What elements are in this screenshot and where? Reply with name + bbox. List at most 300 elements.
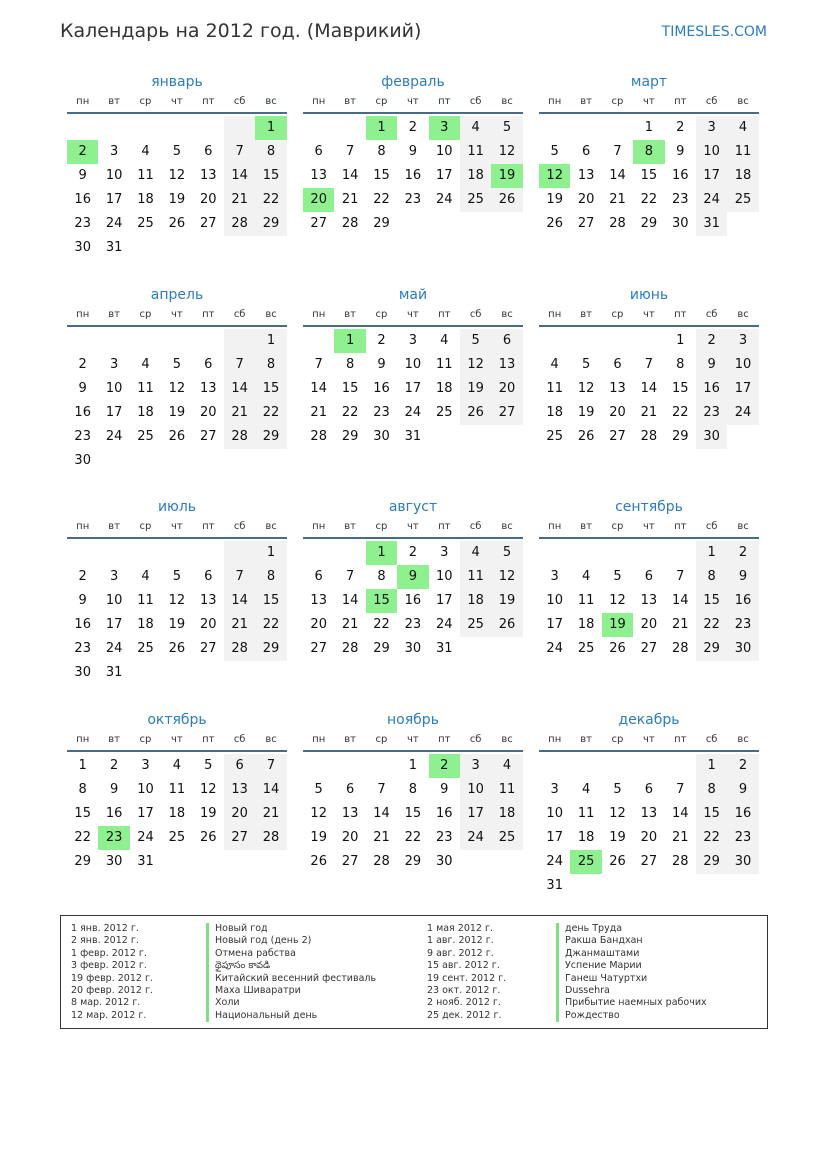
day-cell: 15	[404, 806, 422, 821]
day-cell: 13	[310, 168, 327, 183]
day-cell: 6	[345, 782, 355, 797]
weekday-label: сб	[233, 96, 246, 107]
day-cell: 25	[435, 405, 453, 420]
day-cell: 17	[137, 806, 154, 821]
day-cell: 17	[435, 168, 453, 183]
day-cell: 24	[435, 192, 453, 207]
holiday-name: థైపూసం కావడి	[206, 960, 376, 972]
day-cell: 15	[255, 377, 286, 401]
day-cell: 12	[168, 381, 186, 396]
day-grid	[539, 116, 759, 236]
day-cell: 27	[199, 429, 217, 444]
empty-cell	[491, 637, 522, 661]
day-cell: 4	[172, 758, 181, 773]
month-name: октябрь	[147, 712, 207, 728]
holiday-date: 2 нояб. 2012 г.	[427, 997, 501, 1009]
empty-cell	[161, 449, 192, 473]
day-cell: 4	[460, 541, 491, 565]
weekday-label: пн	[312, 96, 326, 107]
empty-cell	[334, 116, 365, 140]
day-cell: 18	[168, 806, 186, 821]
day-cell: 16	[74, 405, 91, 420]
day-cell: 8	[408, 782, 417, 797]
weekday-header	[303, 732, 523, 752]
day-cell: 31	[696, 212, 727, 236]
day-cell: 5	[550, 144, 559, 159]
day-cell: 30	[105, 854, 123, 869]
day-cell: 14	[341, 168, 359, 183]
day-cell: 1	[78, 758, 87, 773]
day-cell: 3	[109, 569, 119, 584]
weekday-label: пт	[438, 734, 451, 745]
day-cell: 10	[460, 778, 491, 802]
day-cell: 15	[255, 589, 286, 613]
holiday-name: Dussehra	[556, 985, 707, 997]
empty-cell	[130, 541, 161, 565]
day-cell: 14	[671, 806, 689, 821]
day-cell: 5	[172, 144, 181, 159]
day-grid	[539, 754, 759, 898]
day-cell: 7	[224, 565, 255, 589]
empty-cell	[224, 850, 255, 874]
day-cell: 6	[314, 569, 323, 584]
day-cell: 23	[727, 613, 758, 637]
day-cell: 15	[640, 168, 658, 183]
empty-cell	[303, 329, 334, 353]
day-cell: 5	[172, 357, 181, 372]
day-cell: 27	[640, 854, 658, 869]
holiday-name: день Труда	[556, 923, 707, 935]
holiday-name: Ганеш Чатуртхи	[556, 973, 707, 985]
day-cell: 21	[671, 830, 689, 845]
day-cell: 6	[644, 569, 653, 584]
day-cell: 28	[341, 216, 359, 231]
day-cell: 1	[696, 541, 727, 565]
day-cell: 2	[67, 140, 98, 164]
day-cell: 2	[78, 569, 87, 584]
day-cell: 23	[435, 830, 453, 845]
day-cell: 12	[491, 565, 522, 589]
weekday-label: ср	[375, 521, 388, 532]
day-cell: 1	[255, 541, 286, 565]
day-cell: 9	[727, 778, 758, 802]
day-cell: 20	[577, 192, 595, 207]
day-cell: 29	[696, 637, 727, 661]
weekday-header	[67, 732, 287, 752]
day-cell: 29	[373, 216, 390, 231]
weekday-label: чт	[643, 96, 655, 107]
day-cell: 25	[727, 188, 758, 212]
day-cell: 20	[609, 405, 626, 420]
weekday-label: пт	[674, 734, 687, 745]
holiday-name: Новый год (день 2)	[206, 935, 376, 947]
day-cell: 5	[491, 541, 522, 565]
day-cell: 7	[314, 357, 323, 372]
day-cell: 21	[224, 188, 255, 212]
weekday-label: вс	[265, 96, 277, 107]
weekday-header	[303, 94, 523, 114]
day-cell: 10	[696, 140, 727, 164]
day-cell: 10	[404, 357, 422, 372]
day-cell: 6	[224, 754, 255, 778]
day-cell: 11	[435, 357, 453, 372]
day-cell: 11	[460, 140, 491, 164]
day-cell: 16	[74, 617, 91, 632]
empty-cell	[539, 541, 570, 565]
day-cell: 10	[727, 353, 758, 377]
day-cell: 23	[373, 405, 390, 420]
site-link[interactable]: TIMESLES.COM	[661, 24, 767, 40]
day-cell: 2	[727, 754, 758, 778]
weekday-label: вс	[737, 309, 749, 320]
weekday-label: вс	[737, 521, 749, 532]
day-cell: 30	[74, 240, 91, 255]
empty-cell	[727, 212, 758, 236]
day-cell: 18	[577, 830, 595, 845]
day-cell: 14	[224, 377, 255, 401]
weekday-header	[303, 519, 523, 539]
holiday-dates-left	[71, 923, 153, 1022]
day-cell: 16	[435, 806, 453, 821]
month-name: август	[388, 499, 438, 515]
holiday-name: Рождество	[556, 1010, 707, 1022]
day-cell: 1	[255, 116, 286, 140]
day-cell: 30	[74, 665, 91, 680]
holiday-date: 1 февр. 2012 г.	[71, 947, 147, 959]
empty-cell	[727, 874, 758, 898]
day-cell: 1	[676, 333, 685, 348]
day-cell: 8	[377, 144, 386, 159]
month-name: июль	[157, 499, 197, 515]
holiday-date: 2 янв. 2012 г.	[71, 935, 139, 947]
day-cell: 16	[727, 802, 758, 826]
empty-cell	[303, 541, 334, 565]
day-cell: 11	[460, 565, 491, 589]
day-cell: 12	[609, 593, 626, 608]
day-cell: 31	[435, 641, 453, 656]
day-cell: 8	[676, 357, 685, 372]
holiday-name: Успение Марии	[556, 960, 707, 972]
weekday-label: пн	[76, 521, 90, 532]
day-cell: 13	[577, 168, 595, 183]
day-cell: 5	[491, 116, 522, 140]
empty-cell	[161, 116, 192, 140]
weekday-label: пн	[76, 309, 90, 320]
empty-cell	[255, 850, 286, 874]
day-cell: 21	[640, 405, 658, 420]
weekday-label: сб	[469, 734, 482, 745]
empty-cell	[727, 425, 758, 449]
weekday-label: пн	[548, 521, 562, 532]
weekday-label: ср	[611, 309, 624, 320]
weekday-label: вс	[737, 96, 749, 107]
day-cell: 11	[577, 806, 595, 821]
day-cell: 16	[373, 381, 390, 396]
day-cell: 28	[310, 429, 327, 444]
empty-cell	[633, 874, 664, 898]
day-cell: 1	[366, 116, 397, 140]
day-cell: 24	[546, 641, 563, 656]
empty-cell	[98, 329, 129, 353]
holiday-date: 19 сент. 2012 г.	[427, 972, 507, 984]
day-cell: 12	[577, 381, 595, 396]
holiday-names-left	[206, 923, 376, 1022]
holiday-names-right	[556, 923, 707, 1022]
day-cell: 23	[74, 216, 91, 231]
day-cell: 22	[255, 401, 286, 425]
day-cell: 14	[341, 593, 359, 608]
day-cell: 1	[334, 329, 365, 353]
day-cell: 12	[199, 782, 217, 797]
day-cell: 11	[137, 168, 154, 183]
day-cell: 18	[460, 589, 491, 613]
day-cell: 17	[105, 192, 123, 207]
day-cell: 28	[224, 425, 255, 449]
day-cell: 13	[491, 353, 522, 377]
weekday-header	[539, 732, 759, 752]
empty-cell	[193, 661, 224, 685]
day-cell: 7	[345, 569, 355, 584]
day-cell: 4	[141, 569, 150, 584]
day-cell: 12	[491, 140, 522, 164]
day-cell: 11	[137, 381, 154, 396]
day-cell: 25	[137, 216, 154, 231]
empty-cell	[224, 449, 255, 473]
day-cell: 8	[255, 565, 286, 589]
day-cell: 15	[373, 168, 390, 183]
day-cell: 2	[676, 120, 685, 135]
empty-cell	[539, 754, 570, 778]
day-cell: 17	[696, 164, 727, 188]
day-cell: 30	[727, 637, 758, 661]
empty-cell	[193, 116, 224, 140]
day-cell: 18	[577, 617, 595, 632]
day-cell: 17	[105, 405, 123, 420]
day-cell: 29	[671, 429, 689, 444]
weekday-label: вс	[501, 521, 513, 532]
empty-cell	[633, 329, 664, 353]
day-cell: 27	[310, 641, 327, 656]
holiday-name: Прибытие наемных рабочих	[556, 997, 707, 1009]
holiday-date: 8 мар. 2012 г.	[71, 997, 141, 1009]
day-cell: 28	[609, 216, 626, 231]
day-cell: 9	[676, 144, 685, 159]
day-cell: 8	[633, 140, 664, 164]
day-cell: 13	[341, 806, 359, 821]
day-cell: 21	[341, 617, 359, 632]
day-cell: 21	[255, 802, 286, 826]
day-cell: 7	[613, 144, 622, 159]
empty-cell	[602, 329, 633, 353]
month-6	[539, 283, 759, 449]
empty-cell	[696, 874, 727, 898]
day-cell: 15	[696, 802, 727, 826]
day-cell: 14	[224, 164, 255, 188]
day-cell: 31	[105, 665, 123, 680]
day-cell: 9	[78, 593, 87, 608]
day-cell: 15	[74, 806, 91, 821]
day-cell: 14	[609, 168, 626, 183]
day-cell: 6	[204, 569, 213, 584]
day-cell: 30	[671, 216, 689, 231]
weekday-label: чт	[171, 96, 183, 107]
day-grid	[67, 541, 287, 685]
day-cell: 24	[105, 216, 123, 231]
day-cell: 11	[137, 593, 154, 608]
day-cell: 26	[310, 854, 327, 869]
day-cell: 4	[581, 569, 591, 584]
weekday-label: вс	[265, 734, 277, 745]
empty-cell	[224, 116, 255, 140]
day-cell: 26	[168, 216, 186, 231]
day-cell: 19	[310, 830, 327, 845]
weekday-label: вс	[501, 734, 513, 745]
day-cell: 24	[696, 188, 727, 212]
weekday-label: пт	[202, 521, 215, 532]
weekday-label: вт	[580, 734, 592, 745]
day-cell: 25	[137, 429, 154, 444]
day-cell: 18	[727, 164, 758, 188]
day-cell: 15	[671, 381, 689, 396]
day-cell: 14	[373, 806, 390, 821]
month-5	[303, 283, 523, 449]
day-cell: 23	[404, 617, 422, 632]
empty-cell	[193, 850, 224, 874]
holiday-list	[60, 915, 768, 1029]
day-cell: 8	[696, 565, 727, 589]
day-cell: 27	[199, 216, 217, 231]
day-cell: 2	[429, 754, 460, 778]
holiday-date: 1 авг. 2012 г.	[427, 935, 494, 947]
holiday-name: Маха Шиваратри	[206, 985, 376, 997]
day-cell: 26	[460, 401, 491, 425]
day-cell: 3	[429, 116, 460, 140]
day-cell: 13	[640, 593, 658, 608]
day-cell: 18	[460, 164, 491, 188]
day-cell: 21	[224, 613, 255, 637]
day-cell: 12	[460, 353, 491, 377]
weekday-label: вс	[265, 521, 277, 532]
weekday-label: чт	[171, 309, 183, 320]
empty-cell	[67, 329, 98, 353]
weekday-header	[539, 519, 759, 539]
day-cell: 15	[366, 589, 397, 613]
day-cell: 7	[224, 353, 255, 377]
weekday-label: сб	[233, 309, 246, 320]
day-cell: 7	[345, 144, 355, 159]
day-cell: 3	[141, 758, 150, 773]
month-name: июнь	[629, 287, 669, 303]
day-cell: 20	[640, 617, 658, 632]
day-cell: 5	[204, 758, 213, 773]
day-cell: 4	[141, 357, 150, 372]
weekday-label: ср	[375, 309, 388, 320]
day-cell: 21	[224, 401, 255, 425]
empty-cell	[460, 850, 491, 874]
day-cell: 19	[491, 589, 522, 613]
day-cell: 21	[341, 192, 359, 207]
day-cell: 23	[98, 826, 129, 850]
empty-cell	[570, 329, 601, 353]
weekday-header	[539, 94, 759, 114]
day-cell: 19	[168, 617, 186, 632]
empty-cell	[255, 236, 286, 260]
day-cell: 19	[168, 405, 186, 420]
empty-cell	[570, 874, 601, 898]
empty-cell	[665, 541, 696, 565]
day-cell: 18	[137, 405, 154, 420]
weekday-label: сб	[705, 521, 718, 532]
holiday-date: 19 февр. 2012 г.	[71, 972, 153, 984]
weekday-label: пн	[548, 734, 562, 745]
day-cell: 20	[199, 192, 217, 207]
day-cell: 22	[373, 617, 390, 632]
day-cell: 19	[546, 192, 563, 207]
weekday-label: вт	[108, 309, 120, 320]
day-cell: 22	[341, 405, 359, 420]
empty-cell	[397, 212, 428, 236]
day-cell: 26	[491, 613, 522, 637]
weekday-label: ср	[139, 521, 152, 532]
day-cell: 3	[550, 782, 559, 797]
empty-cell	[161, 661, 192, 685]
day-cell: 10	[105, 168, 123, 183]
day-cell: 18	[546, 405, 563, 420]
day-cell: 9	[377, 357, 386, 372]
empty-cell	[460, 212, 491, 236]
day-cell: 7	[255, 754, 286, 778]
day-cell: 24	[546, 854, 563, 869]
day-cell: 5	[581, 357, 591, 372]
day-cell: 6	[314, 144, 323, 159]
day-cell: 22	[696, 613, 727, 637]
day-cell: 10	[105, 593, 123, 608]
day-cell: 9	[78, 381, 87, 396]
day-cell: 26	[168, 641, 186, 656]
day-cell: 19	[168, 192, 186, 207]
holiday-name: Китайский весенний фестиваль	[206, 973, 376, 985]
day-grid	[303, 116, 523, 236]
day-cell: 28	[341, 641, 359, 656]
day-cell: 29	[696, 850, 727, 874]
day-cell: 13	[609, 381, 626, 396]
day-cell: 4	[727, 116, 758, 140]
weekday-label: сб	[705, 309, 718, 320]
holiday-name: Национальный день	[206, 1010, 376, 1022]
weekday-label: вт	[580, 309, 592, 320]
day-cell: 29	[640, 216, 658, 231]
holiday-name: Ракша Бандхан	[556, 935, 707, 947]
day-cell: 22	[373, 192, 390, 207]
holiday-date: 12 мар. 2012 г.	[71, 1009, 147, 1021]
day-cell: 29	[255, 425, 286, 449]
empty-cell	[193, 329, 224, 353]
day-cell: 24	[435, 617, 453, 632]
day-cell: 16	[404, 168, 422, 183]
day-cell: 24	[460, 826, 491, 850]
weekday-label: пн	[76, 96, 90, 107]
day-cell: 25	[168, 830, 186, 845]
day-cell: 20	[224, 802, 255, 826]
empty-cell	[130, 661, 161, 685]
day-cell: 28	[640, 429, 658, 444]
day-cell: 31	[404, 429, 422, 444]
day-cell: 18	[491, 802, 522, 826]
weekday-label: чт	[407, 521, 419, 532]
day-cell: 2	[377, 333, 386, 348]
weekday-label: сб	[233, 521, 246, 532]
day-cell: 4	[440, 333, 449, 348]
